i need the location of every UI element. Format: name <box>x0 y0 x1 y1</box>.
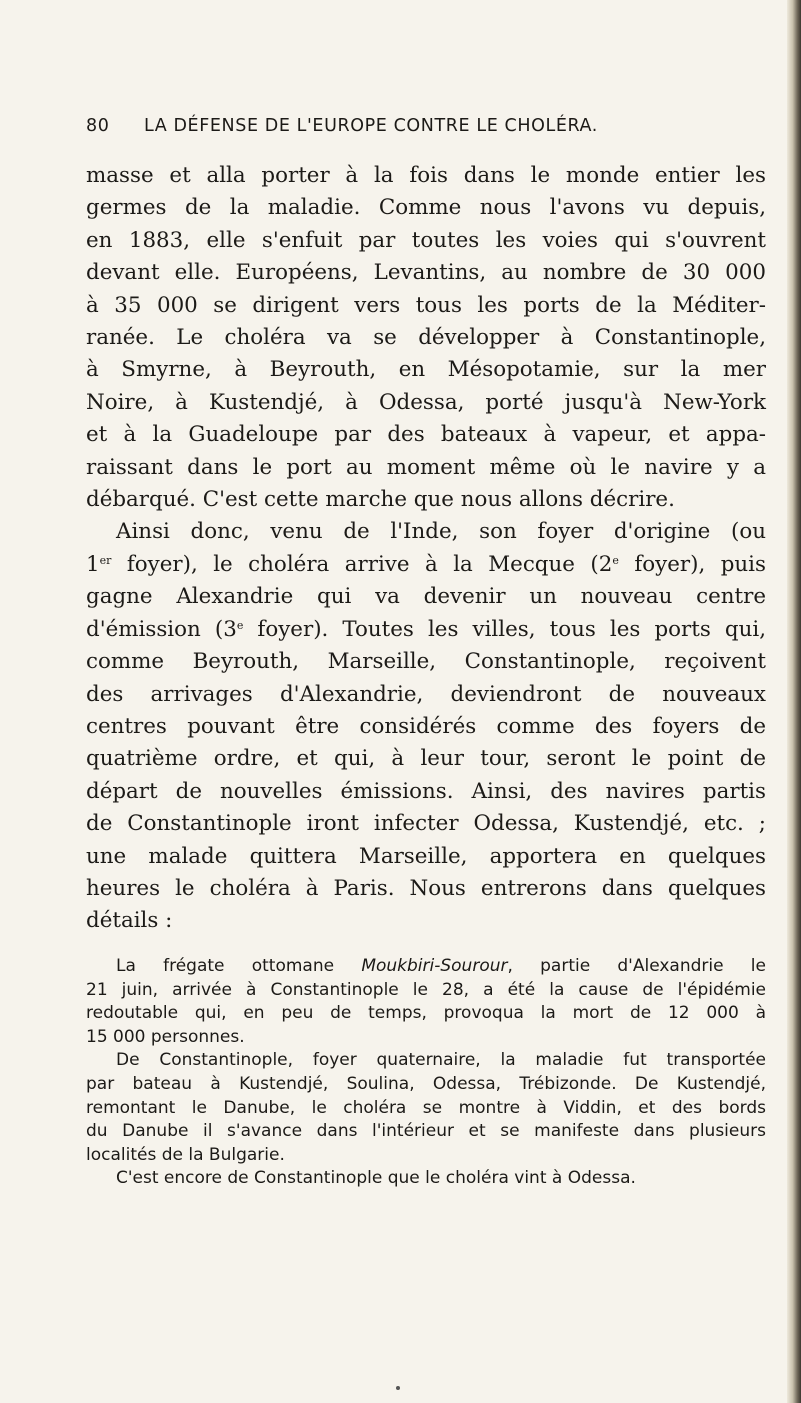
superscript: e <box>612 553 619 567</box>
text-line: devant elle. Européens, Levantins, au nombre de 30 000 <box>86 260 766 286</box>
text-run: La frégate ottomane <box>116 956 362 976</box>
text-line: à Smyrne, à Beyrouth, en Mésopotamie, sur la mer <box>86 357 766 383</box>
text-line: une malade quittera Marseille, apportera en quelques <box>86 843 766 869</box>
small-print-notes <box>86 955 766 1191</box>
text-line: germes de la maladie. Comme nous l'avons vu depuis, <box>86 195 766 221</box>
text-line: Noire, à Kustendjé, à Odessa, porté jusqu'à New-York <box>86 389 766 415</box>
text-run: foyer). Toutes les villes, tous les ports qui, <box>243 616 767 642</box>
superscript: er <box>99 553 112 567</box>
text-line: Ainsi donc, venu de l'Inde, son foyer d'origine (ou <box>116 519 766 545</box>
superscript: e <box>236 618 244 632</box>
text-line: gagne Alexandrie qui va devenir un nouveau centre <box>86 584 766 610</box>
paragraph-2 <box>86 516 766 937</box>
text-line: ranée. Le choléra va se développer à Constantinople, <box>86 325 766 351</box>
text-line: du Danube il s'avance dans l'intérieur et se manifeste dans plusieurs <box>86 1121 766 1142</box>
note-2 <box>86 1049 766 1167</box>
text-line: 15 000 personnes. <box>86 1026 245 1047</box>
text-line: et à la Guadeloupe par des bateaux à vapeur, et appa- <box>86 422 766 448</box>
text-line: raissant dans le port au moment même où le navire y a <box>86 454 766 480</box>
running-header <box>86 116 766 146</box>
text-run: foyer), le choléra arrive à la Mecque (2 <box>111 551 613 577</box>
text-line: détails : <box>86 908 173 934</box>
text-line: débarqué. C'est cette marche que nous allons décrire. <box>86 487 675 513</box>
text-line: quatrième ordre, et qui, à leur tour, seront le point de <box>86 746 766 772</box>
text-line: De Constantinople, foyer quaternaire, la maladie fut transportée <box>116 1050 766 1071</box>
page-number: 80 <box>86 116 110 136</box>
note-1 <box>86 955 766 1049</box>
text-line: remontant le Danube, le choléra se montre à Viddin, et des bords <box>86 1097 766 1118</box>
main-text <box>86 160 766 938</box>
text-line <box>86 614 766 646</box>
text-line: en 1883, elle s'enfuit par toutes les voies qui s'ouvrent <box>86 227 766 253</box>
ship-name: Moukbiri-Sourour <box>361 956 508 976</box>
running-title: LA DÉFENSE DE L'EUROPE CONTRE LE CHOLÉRA. <box>144 116 598 136</box>
print-speck <box>396 1386 400 1390</box>
text-line: départ de nouvelles émissions. Ainsi, des navires partis <box>86 778 766 804</box>
text-line: à 35 000 se dirigent vers tous les ports de la Méditer- <box>86 292 766 318</box>
text-line: masse et alla porter à la fois dans le monde entier les <box>86 163 766 188</box>
text-line: redoutable qui, en peu de temps, provoqua la mort de 12 000 à <box>86 1003 766 1024</box>
text-line: C'est encore de Constantinople que le choléra vint à Odessa. <box>116 1168 636 1189</box>
text-line <box>86 955 766 979</box>
text-line: par bateau à Kustendjé, Soulina, Odessa, Trébizonde. De Kustendjé, <box>86 1073 766 1094</box>
text-run: 1 <box>86 551 100 577</box>
text-run: d'émission (3 <box>86 616 237 642</box>
text-line: de Constantinople iront infecter Odessa, Kustendjé, etc. ; <box>86 811 766 837</box>
text-line: comme Beyrouth, Marseille, Constantinople, reçoivent <box>86 649 766 675</box>
text-run: foyer), puis <box>618 551 766 577</box>
text-run: , partie d'Alexandrie le <box>507 956 766 976</box>
text-line <box>86 549 766 581</box>
text-line: localités de la Bulgarie. <box>86 1144 285 1165</box>
paragraph-1 <box>86 160 766 516</box>
text-line: heures le choléra à Paris. Nous entrerons dans quelques <box>86 875 766 901</box>
page-edge-shadow <box>787 0 801 1403</box>
note-3 <box>86 1167 766 1191</box>
text-line: 21 juin, arrivée à Constantinople le 28, a été la cause de l'épidémie <box>86 979 766 1000</box>
text-line: des arrivages d'Alexandrie, deviendront de nouveaux <box>86 681 766 707</box>
text-line: centres pouvant être considérés comme des foyers de <box>86 713 766 739</box>
